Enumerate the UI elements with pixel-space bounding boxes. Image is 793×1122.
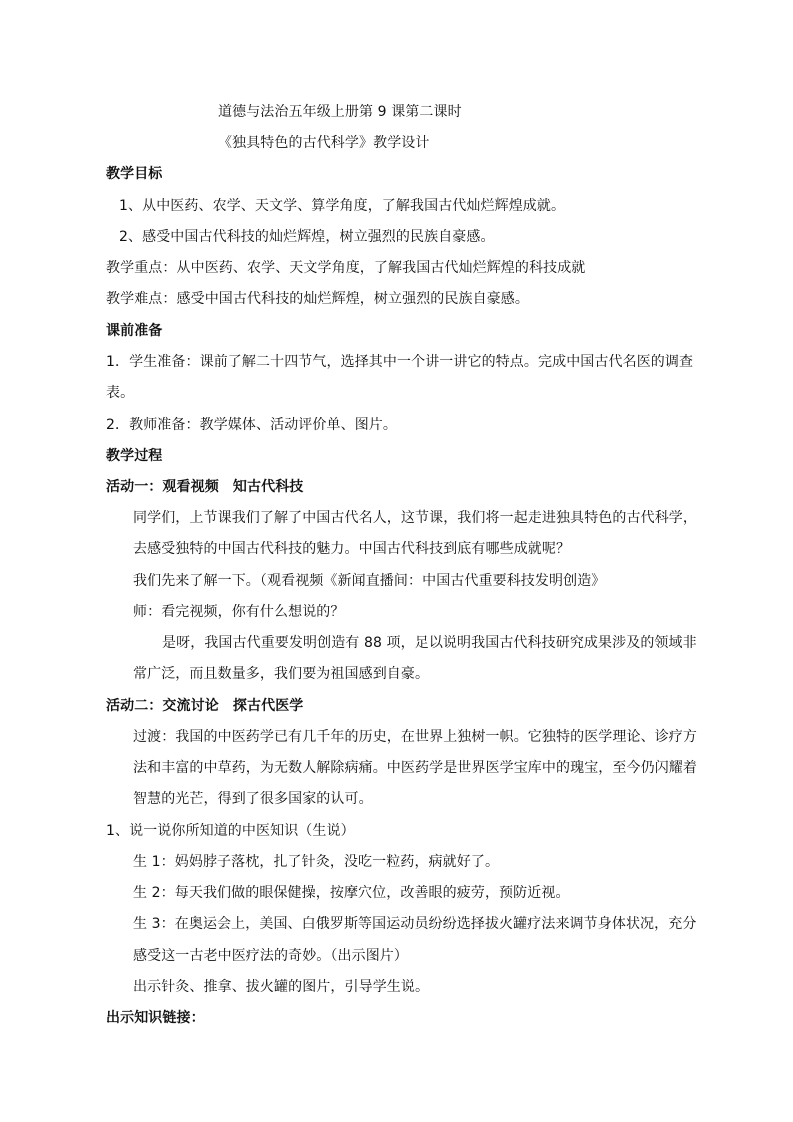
student-response-3-line-2: 感受这一古老中医疗法的奇妙。（出示图片） — [133, 948, 408, 964]
task-1: 1、说一说你所知道的中医知识（生说） — [106, 823, 355, 839]
objective-item-2: 2、感受中国古代科技的灿烂辉煌，树立强烈的民族自豪感。 — [119, 229, 495, 245]
student-response-1: 生 1：妈妈脖子落枕，扎了针灸，没吃一粒药，病就好了。 — [133, 854, 500, 870]
activity-1-paragraph-4-line-2: 常广泛，而且数量多，我们要为祖国感到自豪。 — [133, 666, 430, 682]
objective-item-1: 1、从中医药、农学、天文学、算学角度，了解我国古代灿烂辉煌成就。 — [119, 198, 566, 214]
student-response-2: 生 2：每天我们做的眼保健操，按摩穴位，改善眼的疲劳，预防近视。 — [133, 885, 570, 901]
activity-1-paragraph-4-line-1: 是呀，我国古代重要发明创造有 88 项，足以说明我国古代科技研究成果涉及的领域非 — [162, 635, 697, 651]
activity-1-paragraph-2: 我们先来了解一下。（观看视频《新闻直播间：中国古代重要科技发明创造》 — [133, 573, 606, 589]
heading-preparation: 课前准备 — [106, 323, 163, 339]
heading-knowledge-link: 出示知识链接： — [106, 1010, 205, 1026]
document-title-line-2: 《独具特色的古代科学》教学设计 — [218, 135, 430, 151]
student-preparation-line-1: 1．学生准备：课前了解二十四节气，选择其中一个讲一讲它的特点。完成中国古代名医的调查 — [106, 354, 694, 370]
transition-line-1: 过渡：我国的中医药学已有几千年的历史，在世界上独树一帜。它独特的医学理论、诊疗方 — [133, 729, 697, 745]
transition-line-3: 智慧的光芒，得到了很多国家的认可。 — [133, 791, 373, 807]
activity-1-paragraph-1-line-1: 同学们，上节课我们了解了中国古代名人，这节课，我们将一起走进独具特色的古代科学， — [133, 510, 697, 526]
activity-1-paragraph-3: 师：看完视频，你有什么想说的？ — [133, 604, 345, 620]
heading-process: 教学过程 — [106, 448, 163, 464]
activity-1-paragraph-1-line-2: 去感受独特的中国古代科技的魅力。中国古代科技到底有哪些成就呢？ — [133, 541, 571, 557]
heading-objectives: 教学目标 — [106, 166, 163, 182]
heading-activity-2: 活动二：交流讨论 探古代医学 — [106, 698, 304, 714]
student-response-3-line-1: 生 3：在奥运会上，美国、白俄罗斯等国运动员纷纷选择拔火罐疗法来调节身体状况，充分 — [133, 916, 697, 932]
picture-guidance: 出示针灸、推拿、拔火罐的图片，引导学生说。 — [133, 979, 430, 995]
student-preparation-line-2: 表。 — [106, 385, 135, 401]
document-title-line-1: 道德与法治五年级上册第 9 课第二课时 — [218, 104, 462, 120]
heading-activity-1: 活动一：观看视频 知古代科技 — [106, 479, 304, 495]
teacher-preparation: 2．教师准备：教学媒体、活动评价单、图片。 — [106, 417, 398, 433]
key-point: 教学重点：从中医药、农学、天文学角度，了解我国古代灿烂辉煌的科技成就 — [106, 260, 586, 276]
transition-line-2: 法和丰富的中草药，为无数人解除病痛。中医药学是世界医学宝库中的瑰宝，至今仍闪耀着 — [133, 760, 697, 776]
difficult-point: 教学难点：感受中国古代科技的灿烂辉煌，树立强烈的民族自豪感。 — [106, 291, 529, 307]
